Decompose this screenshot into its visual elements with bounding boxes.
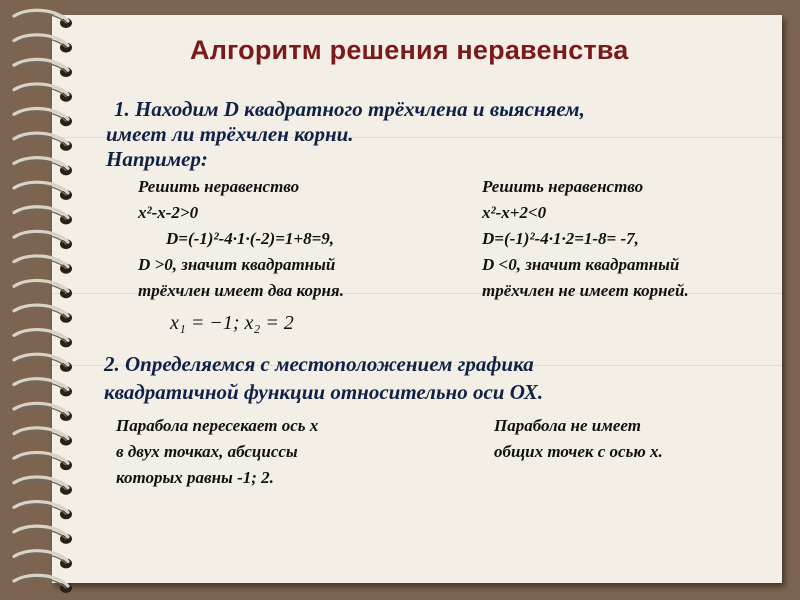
spiral-ring (14, 133, 72, 151)
spiral-ring (14, 280, 72, 298)
example-right-discriminant: D=(-1)²-4·1·2=1-8= -7, (482, 229, 639, 248)
spiral-ring (14, 575, 72, 593)
step-2-line: квадратичной функции относительно оси ОХ. (104, 380, 544, 404)
spiral-ring (14, 109, 72, 127)
example-left-discriminant: D=(-1)²-4·1·(-2)=1+8=9, (166, 229, 334, 248)
spiral-ring (14, 207, 72, 225)
spiral-ring (14, 182, 72, 200)
example-right-conclusion: D <0, значит квадратный (482, 255, 680, 274)
step-1-text (106, 97, 585, 172)
spiral-ring (14, 502, 72, 520)
spiral-ring (14, 403, 72, 421)
spiral-ring (14, 158, 72, 176)
example-left (138, 174, 344, 304)
spiral-ring (14, 231, 72, 249)
parabola-right (494, 413, 663, 465)
spiral-ring (14, 477, 72, 495)
spiral-ring (14, 330, 72, 348)
step-1-example-label: Например: (106, 147, 208, 171)
spiral-ring (14, 452, 72, 470)
spiral-ring (14, 10, 72, 28)
parabola-left-line: которых равны -1; 2. (116, 468, 274, 487)
spiral-ring (14, 551, 72, 569)
slide-title: Алгоритм решения неравенства (190, 35, 629, 65)
parabola-left-line: Парабола пересекает ось х (116, 416, 319, 435)
step-1-line: 1. Находим D квадратного трёхчлена и выясняем, (114, 97, 585, 121)
example-right-task: Решить неравенство (482, 177, 644, 196)
spiral-ring (14, 84, 72, 102)
example-left-task: Решить неравенство (138, 177, 300, 196)
example-left-conclusion: D >0, значит квадратный (138, 255, 336, 274)
parabola-left (116, 413, 318, 491)
spiral-ring (14, 35, 72, 53)
step-1-line: имеет ли трёхчлен корни. (106, 122, 354, 146)
example-left-inequality: x²-x-2>0 (138, 203, 199, 222)
parabola-right-line: Парабола не имеет (494, 416, 641, 435)
step-2-text (104, 350, 543, 406)
example-right (482, 174, 689, 304)
parabola-left-line: в двух точках, абсциссы (116, 442, 298, 461)
example-left-conclusion: трёхчлен имеет два корня. (138, 281, 344, 300)
spiral-ring (14, 354, 72, 372)
example-right-conclusion: трёхчлен не имеет корней. (482, 281, 689, 300)
example-left-roots-formula: x₁ = −1; x₂ = 2 (170, 312, 294, 334)
example-right-inequality: x²-x+2<0 (482, 203, 547, 222)
step-2-line: 2. Определяемся с местоположением графика (104, 352, 534, 376)
spiral-ring (14, 305, 72, 323)
spiral-ring (14, 59, 72, 77)
spiral-ring (14, 379, 72, 397)
parabola-right-line: общих точек с осью х. (494, 442, 663, 461)
spiral-ring (14, 526, 72, 544)
spiral-ring (14, 428, 72, 446)
spiral-ring (14, 256, 72, 274)
